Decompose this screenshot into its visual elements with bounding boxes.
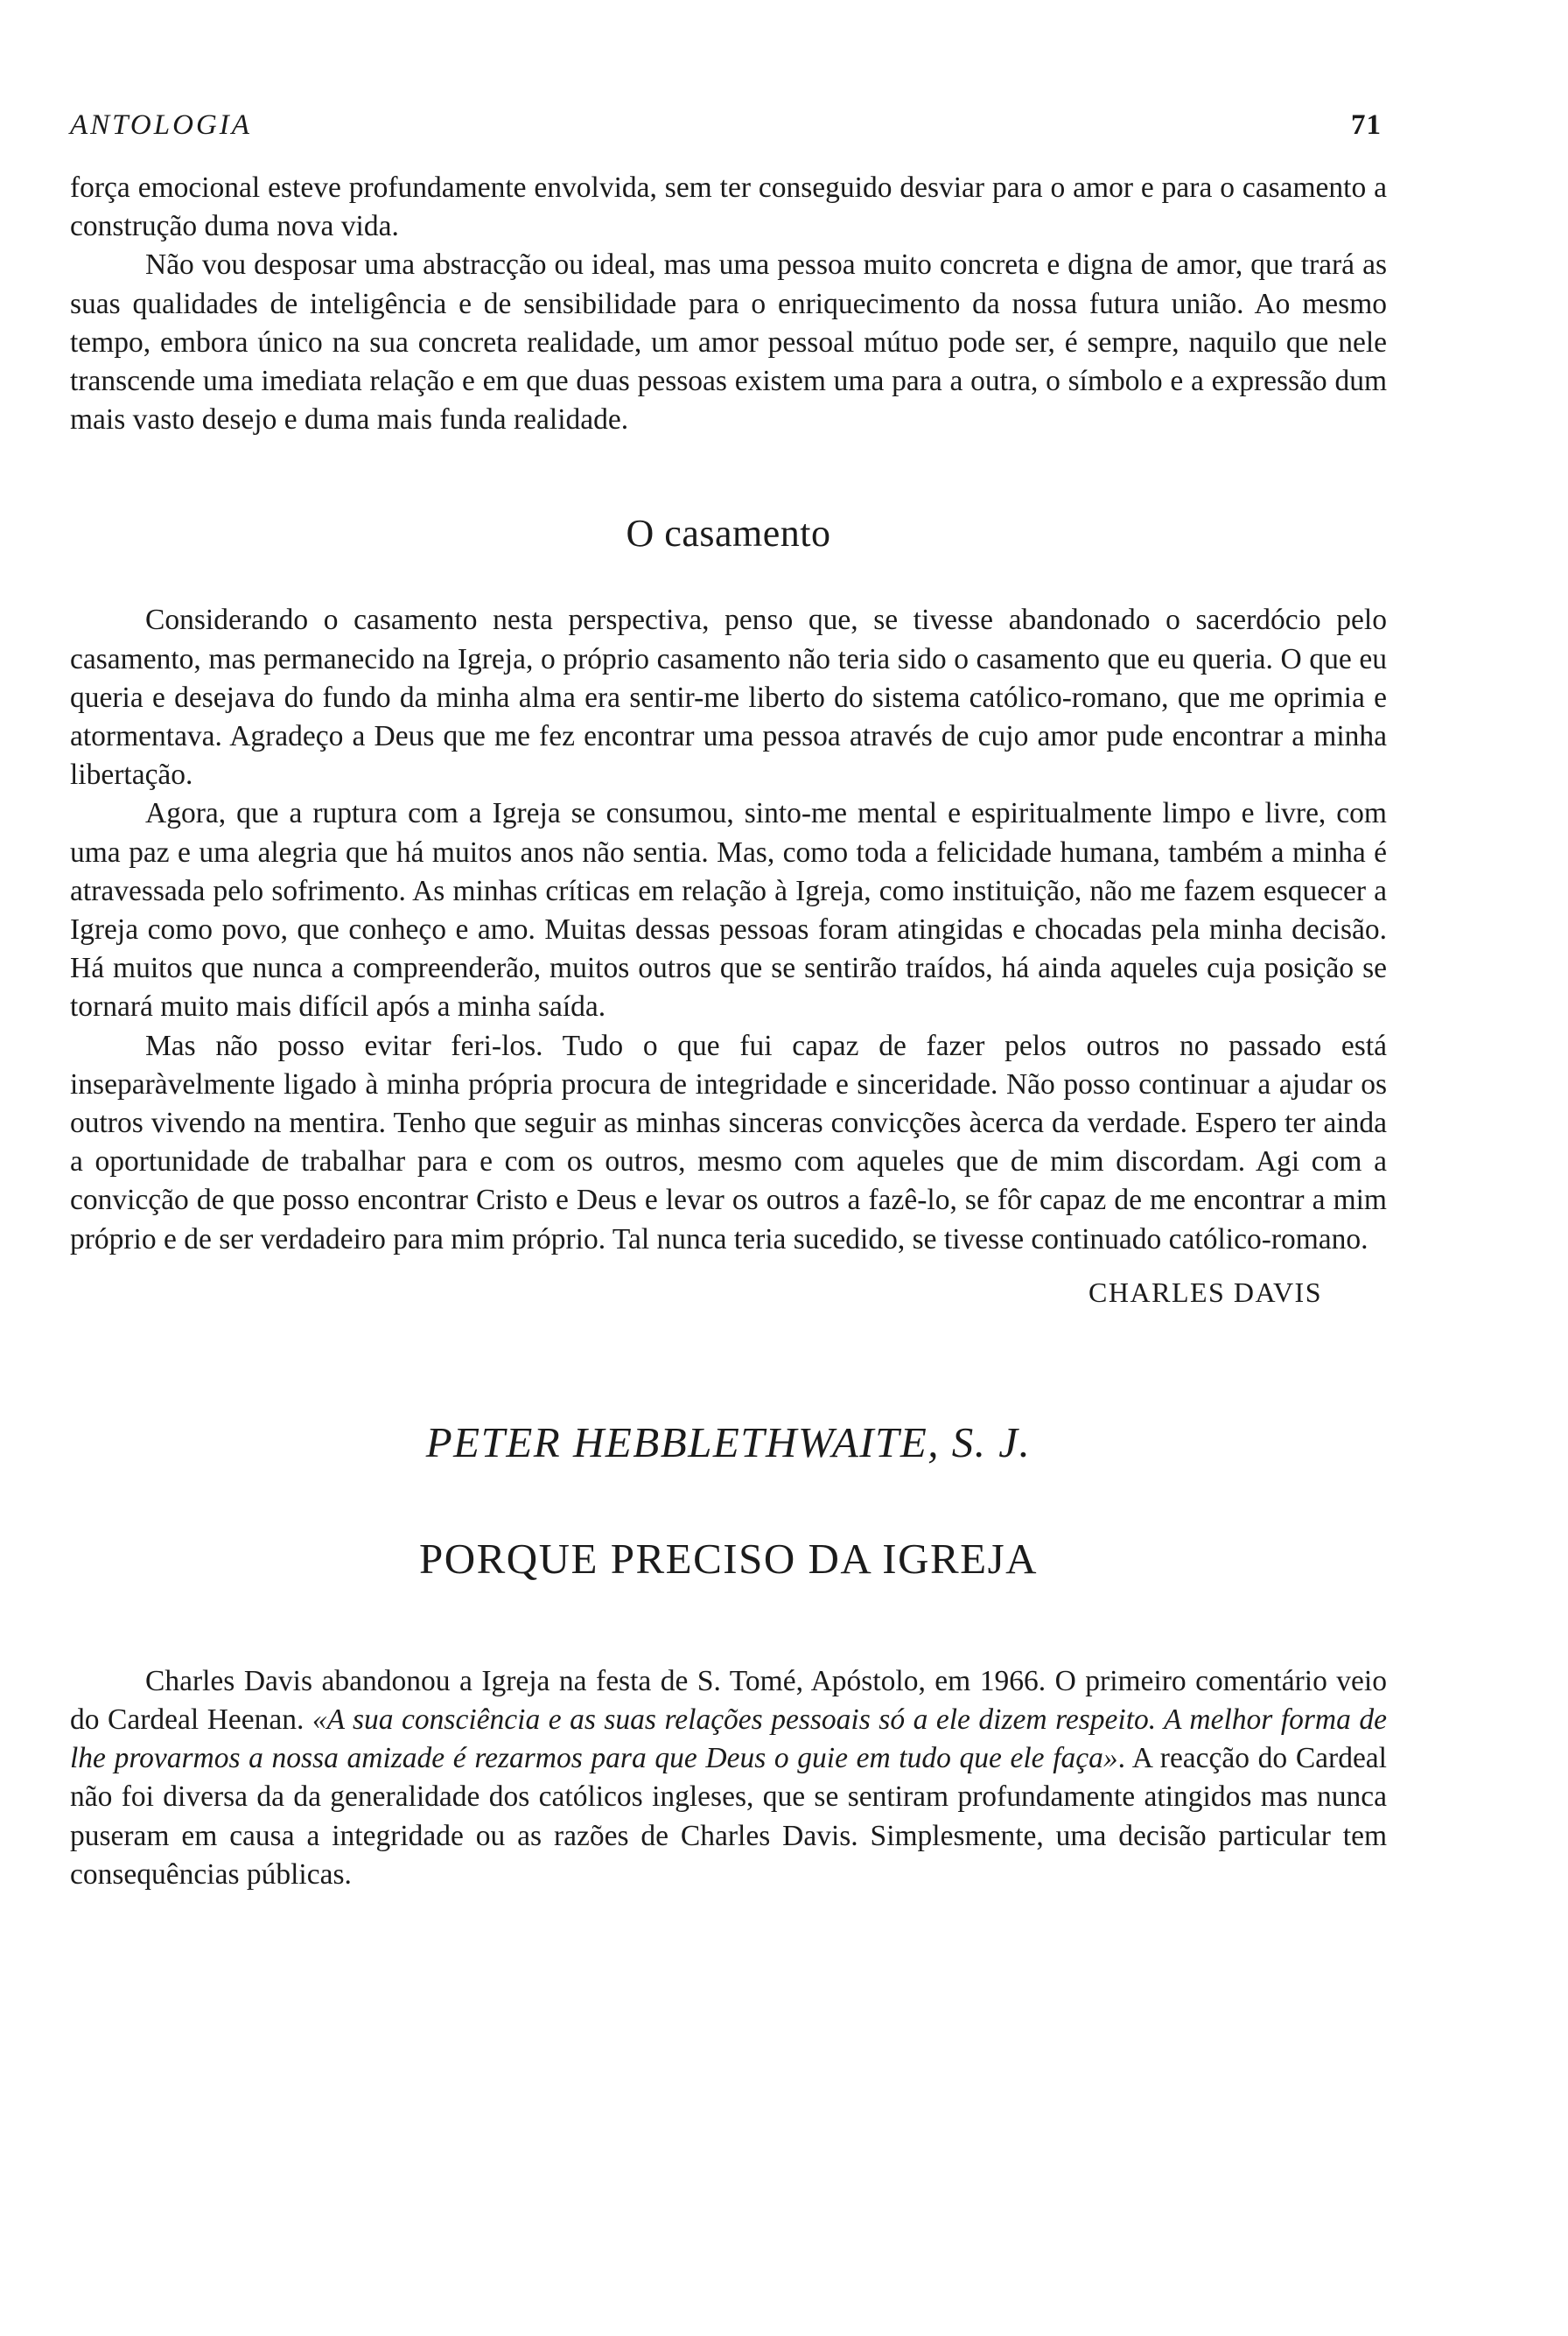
author-signature: CHARLES DAVIS — [1088, 1276, 1322, 1308]
section-paragraph: Considerando o casamento nesta perspectiva, penso que, se tivesse abandonado o sacerdócio pelo casamento, mas permanecido na Igreja, o próprio casamento não teria sido o casamento que eu queria. O que eu queria e desejava do fundo da minha alma era sentir-me liberto do sistema católico-romano, que me oprimia e atormentava. Agradeço a Deus que me fez encontrar uma pessoa através de cujo amor pude encontrar a minha libertação. — [70, 604, 1387, 792]
article-paragraph — [70, 1662, 1387, 1894]
article-title: PORQUE PRECISO DA IGREJA — [418, 1534, 1039, 1583]
running-header — [70, 109, 1387, 151]
section-paragraph: Mas não posso evitar feri-los. Tudo o que fui capaz de fazer pelos outros no passado está inseparàvelmente ligado à minha própria procura de integridade e sinceridade. Não posso continuar a ajudar os outros vivendo na mentira. Tenho que seguir as minhas sinceras convicções àcerca da verdade. Espero ter ainda a oportunidade de trabalhar para e com os outros, mesmo com aqueles que de mim discordam. Agi com a convicção de que posso encontrar Cristo e Deus e levar os outros a fazê-lo, se fôr capaz de me encontrar a mim próprio e de ser verdadeiro para mim próprio. Tal nunca teria sucedido, se tivesse continuado católico-romano. — [70, 1029, 1387, 1255]
article-text-lead: Charles Davis abandonou a Igreja na festa de S. Tomé, Apóstolo, em 1966. O primeiro comentário veio do Cardeal Heenan. — [70, 1664, 1387, 1737]
section-paragraph: Agora, que a ruptura com a Igreja se consumou, sinto-me mental e espiritualmente limpo e livre, com uma paz e uma alegria que há muitos anos não sentia. Mas, como toda a felicidade humana, também a minha é atravessada pelo sofrimento. As minhas críticas em relação à Igreja, como instituição, não me fazem esquecer a Igreja como povo, que conheço e amo. Muitas dessas pessoas foram atingidas e chocadas pela minha decisão. Há muitos que nunca a compreenderão, muitos outros que se sentirão traídos, há ainda aqueles cuja posição se tornará muito mais difícil após a minha saída. — [70, 797, 1387, 1024]
section-body — [70, 601, 1387, 1258]
intro-paragraph: Não vou desposar uma abstracção ou ideal, mas uma pessoa muito concreta e digna de amor, que trará as suas qualidades de inteligência e de sensibilidade para o enriquecimento da nossa futura união. Ao mesmo tempo, embora único na sua concreta realidade, um amor pessoal mútuo pode ser, é sempre, naquilo que nele transcende uma imediata relação e em que duas pessoas existem uma para a outra, o símbolo e a expressão dum mais vasto desejo e duma mais funda realidade. — [70, 248, 1387, 437]
cardinal-quote: «A sua consciência e as suas relações pessoais só a ele dizem respeito. A melhor forma de lhe provarmos a nossa amizade é rezarmos para que Deus o guie em tudo que ele faça» — [70, 1703, 1387, 1775]
running-title: ANTOLOGIA — [70, 109, 252, 141]
intro-paragraph-continued: força emocional esteve profundamente envolvida, sem ter conseguido desviar para o amor e para o casamento a construção duma nova vida. — [70, 171, 1387, 243]
intro-text — [70, 169, 1387, 439]
article-author: PETER HEBBLETHWAITE, S. J. — [425, 1417, 1032, 1466]
article-body — [70, 1662, 1387, 1894]
article-text-continued: . A reacção do Cardeal não foi diversa da da generalidade dos católicos ingleses, que se sentiram profundamente atingidos mas nunca puseram em causa a integridade ou as razões de Charles Davis. Simplesmente, uma decisão particular tem consequências públicas. — [70, 1742, 1387, 1891]
section-heading: O casamento — [626, 512, 831, 556]
page-number: 71 — [1351, 109, 1382, 141]
book-page — [70, 109, 1387, 1894]
